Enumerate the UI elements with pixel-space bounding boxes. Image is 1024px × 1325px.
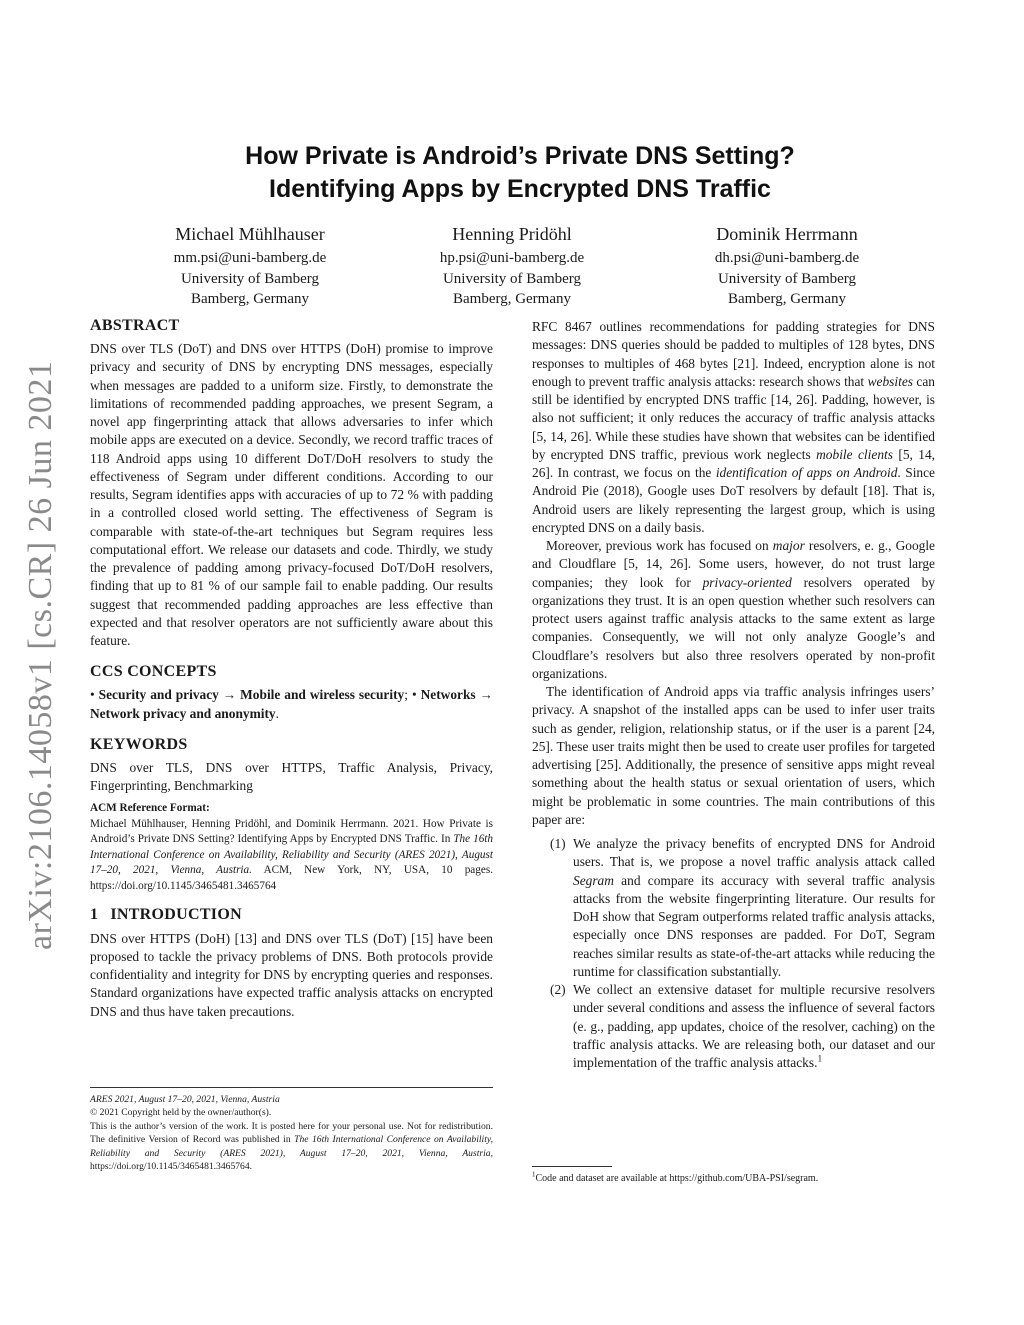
keywords-heading: KEYWORDS — [90, 735, 188, 753]
footnote-text: Code and dataset are available at https://github.com/UBA-PSI/segram. — [535, 1173, 819, 1184]
list-marker: (2) — [550, 982, 566, 997]
author-affiliation: University of Bamberg — [442, 270, 582, 287]
list-item: (1) We analyze the privacy benefits of encrypted DNS for Android users. That is, we propose a novel traffic analysis attack called Segram and compare its accuracy with several traffic analysis attacks from the website fingerprinting literature. Our results for DoH show that Segram outperforms related traffic analysis attacks, especially once DNS responses are padded. For DoT, Segram reaches similar results as state-of-the-art attacks while reducing the runtime for classification substantially. — [550, 836, 935, 979]
ccs-arrow: → — [222, 687, 237, 703]
author-affiliation: University of Bamberg — [717, 270, 857, 287]
right-column — [532, 318, 935, 1072]
list-marker: (1) — [550, 836, 566, 851]
contributions-list — [532, 835, 935, 1072]
ccs-concepts: • Security and privacy → Mobile and wireless security; • Networks → Network privacy and anonymity. — [90, 687, 493, 721]
author-name: Dominik Herrmann — [716, 224, 858, 244]
body-paragraph: Moreover, previous work has focused on major resolvers, e. g., Google and Cloudflare [5, 14, 26]. Some users, however, do not trust large companies; they look for privacy-oriented resolvers operated by organizations they trust. It is an open question whether such resolvers can protect users against traffic analysis attacks to the same extent as large companies. Consequently, we will not only analyze Google’s and Cloudflare’s resolvers but also three resolvers operated by non-profit organizations. — [532, 538, 935, 681]
author-location: Bamberg, Germany — [727, 291, 847, 307]
author-email: dh.psi@uni-bamberg.de — [714, 250, 860, 266]
author-block — [392, 222, 632, 310]
code-footnote — [532, 1172, 935, 1185]
ccs-concept: Network privacy and anonymity — [90, 705, 276, 721]
venue-note: ARES 2021, August 17–20, 2021, Vienna, Austria — [90, 1094, 280, 1105]
paper-title — [130, 140, 910, 206]
introduction-heading: 1 INTRODUCTION — [90, 906, 242, 924]
author-affiliation: University of Bamberg — [180, 270, 320, 287]
author-email: mm.psi@uni-bamberg.de — [173, 250, 327, 266]
ccs-concept: Security and privacy — [98, 687, 219, 703]
acm-reference-text: Michael Mühlhauser, Henning Pridöhl, and Dominik Herrmann. 2021. How Private is Android’s Private DNS Setting? Identifying Apps by Encrypted DNS Traffic. In The 16th International Conference on Availability, Reliability and Security (ARES 2021), August 17–20, 2021, Vienna, Austria. ACM, New York, NY, USA, 10 pages. https://doi.org/10.1145/3465481.3465764 — [90, 817, 494, 892]
author-location: Bamberg, Germany — [190, 291, 310, 307]
author-block — [130, 222, 370, 310]
ccs-heading: CCS CONCEPTS — [90, 663, 217, 681]
author-name: Henning Pridöhl — [452, 224, 572, 244]
acm-reference-heading: ACM Reference Format: — [90, 802, 210, 815]
author-version-note: This is the author’s version of the work. It is posted here for your personal use. Not for redistribution. The definitive Version of Record was published in The 16th International Conference on Availability, Reliability and Security (ARES 2021), August 17–20, 2021, Vienna, Austria, https://doi.org/10.1145/3465481.3465764. — [90, 1120, 494, 1173]
footnote-mark: 1 — [532, 1170, 536, 1179]
title-line-1: How Private is Android’s Private DNS Setting? — [245, 142, 795, 170]
body-paragraph: The identification of Android apps via traffic analysis infringes users’ privacy. A snapshot of the installed apps can be used to infer user traits such as gender, religion, relationship status, or if the user is a parent [24, 25]. These user traits might then be used to create user profiles for targeted advertising [25]. Additionally, the presence of sensitive apps might reveal something about the health status or sexual orientation of users, which might be problematic in some countries. The main contributions of this paper are: — [532, 684, 935, 827]
introduction-paragraph: DNS over HTTPS (DoH) [13] and DNS over TLS (DoT) [15] have been proposed to tackle the privacy problems of DNS. Both protocols provide confidentiality and integrity for DNS by encrypting queries and responses. Standard organizations have expected traffic analysis attacks on encrypted DNS and thus have taken precautions. — [90, 930, 493, 1019]
footnote-divider — [90, 1087, 493, 1088]
ccs-concept: Networks — [420, 687, 476, 703]
footnote-reference: 1 — [817, 1054, 823, 1065]
abstract-text: DNS over TLS (DoT) and DNS over HTTPS (DoH) promise to improve privacy and security of DNS by encrypting DNS messages, especially when messages are padded to a uniform size. Firstly, to demonstrate the limitations of recommended padding approaches, we present Segram, a novel app fingerprinting attack that allows adversaries to infer which mobile apps are executed on a device. Secondly, we record traffic traces of 118 Android apps using 10 different DoT/DoH resolvers to study the effectiveness of Segram under different conditions. According to our results, Segram identifies apps with accuracies of up to 72 % with padding in a controlled closed world setting. The effectiveness of Segram is comparable with state-of-the-art techniques but Segram requires less computational effort. We release our datasets and code. Thirdly, we study the prevalence of padding among privacy-focused DoT/DoH resolvers, finding that up to 81 % of our sample fail to enable padding. Our results suggest that recommended padding approaches are less effective than expected and that resolver operators are not sufficiently aware about this feature. — [90, 341, 493, 648]
author-email: hp.psi@uni-bamberg.de — [439, 250, 585, 266]
copyright-note: © 2021 Copyright held by the owner/author(s). — [90, 1107, 272, 1119]
ccs-bullet: • — [90, 687, 95, 703]
abstract-heading: ABSTRACT — [90, 317, 180, 334]
ccs-arrow: → — [479, 687, 493, 703]
keywords-text: DNS over TLS, DNS over HTTPS, Traffic Analysis, Privacy, Fingerprinting, Benchmarking — [90, 759, 493, 793]
ccs-bullet: • — [411, 687, 417, 703]
title-line-2: Identifying Apps by Encrypted DNS Traffic — [269, 175, 771, 203]
left-column — [90, 316, 493, 1021]
author-block — [667, 222, 907, 310]
author-name: Michael Mühlhauser — [175, 224, 325, 244]
author-location: Bamberg, Germany — [452, 291, 572, 307]
body-paragraph: RFC 8467 outlines recommendations for padding strategies for DNS messages: DNS queries should be padded to multiples of 128 bytes, DNS responses to multiples of 468 bytes [21]. Indeed, encryption alone is not enough to prevent traffic analysis attacks: research shows that websites can still be identified by encrypted DNS traffic [14, 26]. Padding, however, is also not sufficient; it only reduces the accuracy of traffic analysis attacks [5, 14, 26]. While these studies have shown that websites can be identified by encrypted DNS traffic, previous work neglects mobile clients [5, 14, 26]. In contrast, we focus on the identification of apps on Android. Since Android Pie (2018), Google uses DoT resolvers by default [18]. That is, Android users are likely representing the largest group, which is using encrypted DNS on a daily basis. — [532, 319, 936, 535]
footnote-divider — [532, 1166, 612, 1167]
acm-reference-format — [90, 801, 493, 894]
copyright-footnote — [90, 1093, 493, 1173]
list-item: (2) We collect an extensive dataset for multiple recursive resolvers under several conditions and assess the influence of several factors (e. g., padding, app updates, choice of the resolver, caching) on the traffic analysis attacks. We are releasing both, our dataset and our implementation of the traffic analysis attacks.$^1$ — [550, 982, 935, 1070]
section-number: 1 — [90, 906, 99, 924]
ccs-concept: Mobile and wireless security — [240, 687, 405, 703]
arxiv-identifier: arXiv:2106.14058v1 [cs.CR] 26 Jun 2021 — [22, 360, 59, 950]
